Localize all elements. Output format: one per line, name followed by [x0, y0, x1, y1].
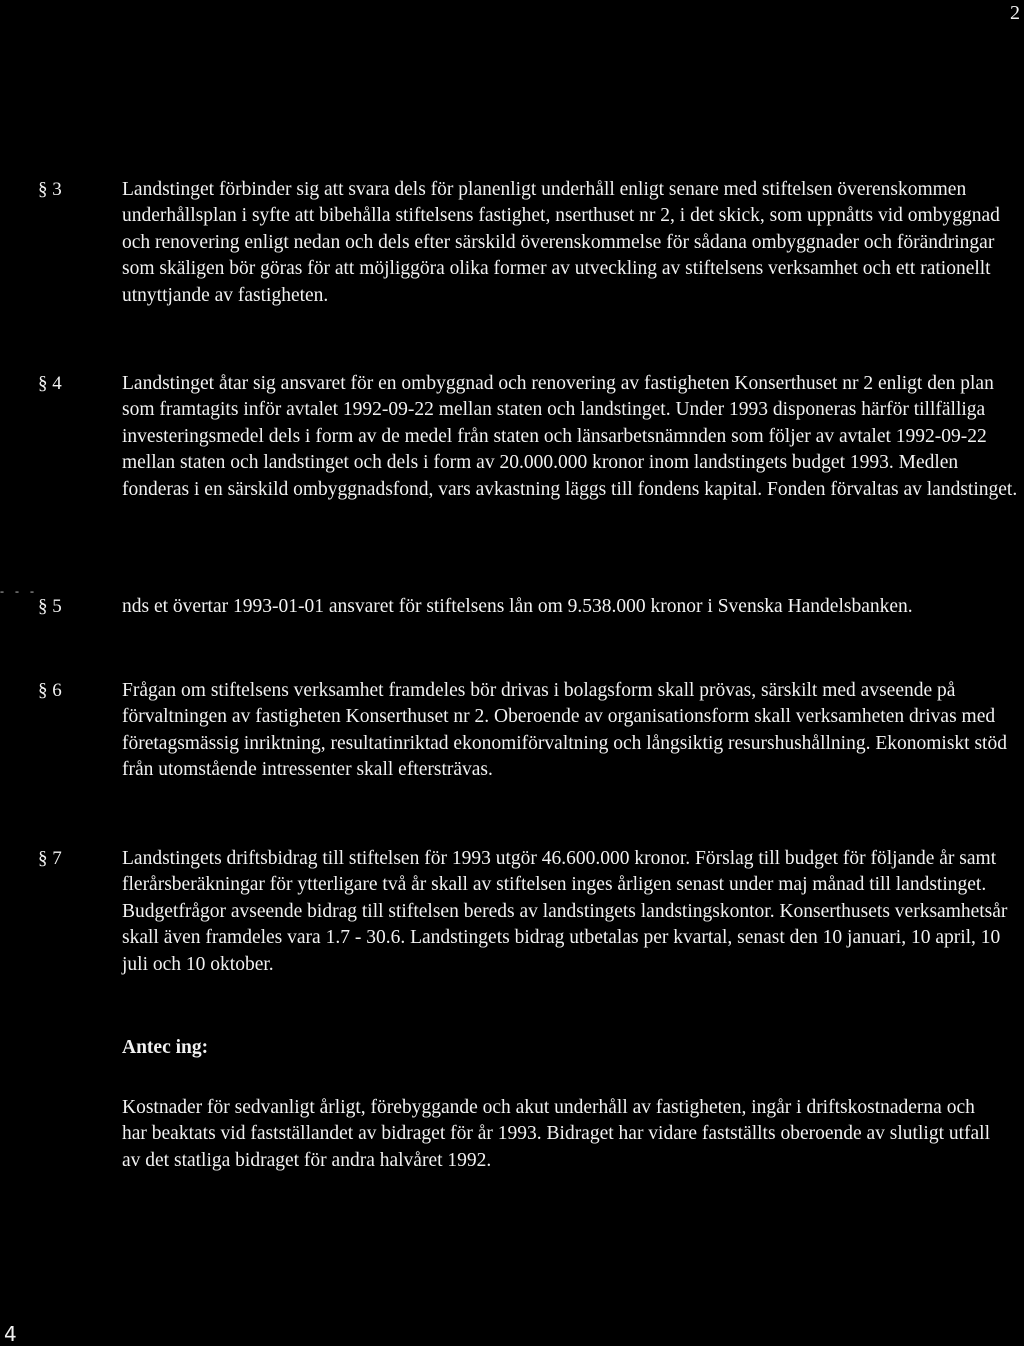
- scan-artifact-dashes: - - -: [0, 584, 38, 598]
- note-text: Kostnader för sedvanligt årligt, förebyggande och akut underhåll av fastigheten, ingår i driftskostnaderna och har beaktats vid fastställandet av bidraget för år 1993. Bidraget har vidare fastställts oberoende av slutligt utfall av det statliga bidraget för andra halvåret 1992.: [122, 1097, 991, 1171]
- section-number: § 3: [38, 179, 62, 200]
- section-number: § 5: [38, 596, 62, 617]
- section-text: nds et övertar 1993-01-01 ansvaret för stiftelsens lån om 9.538.000 kronor i Svenska Handelsbanken.: [122, 596, 913, 617]
- section-text: Landstinget åtar sig ansvaret för en ombyggnad och renovering av fastigheten Konserthuset nr 2 enligt den plan som framtagits inför avtalet 1992-09-22 mellan staten och landstinget. Under 1993 disponeras härför tillfälliga investeringsmedel dels i form av de medel från staten och länsarbetsnämnden som följer av avtalet 1992-09-22 mellan staten och landstinget och dels i form av 20.000.000 kronor inom landstingets budget 1993. Medlen fonderas i en särskild ombyggnadsfond, vars avkastning läggs till fondens kapital. Fonden förvaltas av landstinget.: [122, 373, 1018, 500]
- section-number: § 4: [38, 373, 62, 394]
- section-number: § 6: [38, 680, 62, 701]
- section-number: § 7: [38, 848, 62, 869]
- section-text: Landstinget förbinder sig att svara dels för planenligt underhåll enligt senare med stiftelsen överenskommen underhållsplan i syfte att bibehålla stiftelsens fastighet, nserthuset nr 2, i det skick, som uppnåtts vid ombyggnad och renovering enligt nedan och dels efter särskild överenskommelse för sådana ombyggnader och förändringar som skäligen bör göras för att möjliggöra olika former av utveckling av stiftelsens verksamhet och ett rationellt utnyttjande av fastigheten.: [122, 179, 1000, 306]
- page-number-bottom: 4: [4, 1322, 17, 1346]
- page-number-top: 2: [1010, 2, 1020, 24]
- section-text: Landstingets driftsbidrag till stiftelsen för 1993 utgör 46.600.000 kronor. Förslag till budget för följande år samt flerårsberäkningar för ytterligare två år skall av stiftelsen inges årligen senast under maj månad till landstinget. Budgetfrågor avseende bidrag till stiftelsen bereds av landstingets landstingskontor. Konserthusets verksamhetsår skall även framdeles vara 1.7 - 30.6. Landstingets bidrag utbetalas per kvartal, senast den 10 januari, 10 april, 10 juli och 10 oktober.: [122, 848, 1008, 975]
- note-heading: Antec ing:: [122, 1037, 209, 1058]
- section-text: Frågan om stiftelsens verksamhet framdeles bör drivas i bolagsform skall prövas, särskilt med avseende på förvaltningen av fastigheten Konserthuset nr 2. Oberoende av organisationsform skall verksamheten drivas med företagsmässig inriktning, resultatinriktad ekonomiförvaltning och långsiktig resurshushållning. Ekonomiskt stöd från utomstående intressenter skall eftersträvas.: [122, 680, 1007, 781]
